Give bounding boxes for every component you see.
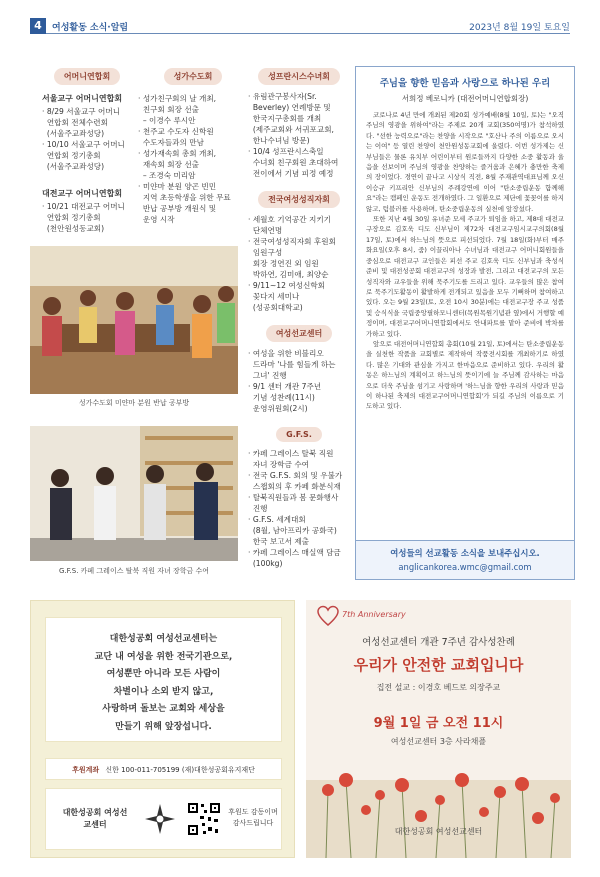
list-item: 드라마 '나를 힘들게 하는	[248, 360, 336, 369]
list-item: (성공회대학교)	[248, 303, 303, 312]
page-header	[30, 18, 570, 34]
list-item: 운영위원회(2시)	[248, 404, 308, 413]
list-item: – 조경숙 미리암	[138, 171, 196, 180]
list-item: 꽃다지 세미나	[248, 292, 300, 301]
list-item: 진행	[248, 504, 268, 513]
list-item: · 탈북직원들과 봄 문화행사	[248, 493, 339, 502]
list-item: 수도자들과의 만남	[138, 138, 204, 147]
womens-center-list	[248, 348, 350, 414]
list-item: · 9/11~12 여성신학회	[248, 281, 325, 290]
photo-cafe-grace-scholarship	[30, 426, 238, 561]
poster-venue: 여성선교센터 3층 사라채플	[390, 737, 487, 746]
list-item: · 여성을 위한 비블리오	[248, 349, 324, 358]
list-item: 친구회 회장 선출	[138, 105, 200, 114]
list-item: (100kg)	[248, 559, 283, 568]
list-item: 연합회 정기총회	[42, 151, 101, 160]
list-item: 자녀 장학금 수여	[248, 460, 310, 469]
list-item: 운영 시작	[138, 215, 175, 224]
mission-line: 여성뿐만 아니라 모든 사람이	[106, 669, 221, 679]
list-item: 연합회 정기총회	[42, 213, 101, 222]
list-item: · 유림관구봉사자(Sr.	[248, 92, 317, 101]
list-item: · 10/10 서울교구 어머니	[42, 140, 125, 149]
list-item: · 세월호 기억공간 지키기	[248, 215, 332, 224]
note-email-link[interactable]: anglicankorea.wmc@gmail.com	[398, 562, 532, 572]
anniversary-poster	[306, 600, 571, 858]
list-item: 그녀' 진행	[248, 371, 287, 380]
mission-line: 대한성공회 여성선교센터는	[109, 634, 218, 644]
gfs-list	[248, 448, 350, 569]
poster-org: 대한성공회 여성선교센터	[394, 827, 483, 836]
list-item: · 9/1 센터 개관 7주년	[248, 382, 322, 391]
list-item: 반납 공부방 개원식 및	[138, 204, 217, 213]
list-item: · 카페 그레이스 매실액 담금	[248, 548, 341, 557]
donation-account	[45, 758, 282, 780]
list-item: 수녀회 친구회원 초대하여	[248, 158, 339, 167]
tag-franciscan: 성프란시스수녀회	[258, 68, 340, 85]
page-number: 4	[30, 18, 46, 34]
list-item: Beverley) 연례방문 및	[248, 103, 331, 112]
list-item: (서울주교좌성당)	[42, 162, 105, 171]
account-label: 후원계좌	[72, 766, 100, 774]
logo-thanks: 후원도 감동이며 감사드립니다	[228, 808, 278, 827]
list-item: 한나수녀님 방문)	[248, 136, 310, 145]
list-item: 스챕회의 후 카페 화분식재	[248, 482, 341, 491]
mission-line: 교단 내 여성을 위한 전국기관으로,	[94, 651, 233, 662]
compass-rose-icon	[144, 803, 176, 835]
mission-statement	[45, 617, 282, 742]
list-item: · 전국여성성직자회 후원회	[248, 237, 336, 246]
logo-wmc: 대한성공회 여성선교센터	[62, 808, 128, 829]
section-title: 여성활동 소식·알림	[52, 23, 129, 33]
anniversary-label: 7th Anniversary	[342, 610, 406, 619]
list-item: · 10/21 대전교구 어머니	[42, 202, 125, 211]
photo1-caption: 성가수도회 미얀마 분원 반납 공부방	[78, 399, 190, 407]
poster-headline: 우리가 안전한 교회입니다	[353, 656, 524, 674]
feature-article	[355, 66, 575, 580]
list-item: – 이경수 루시안	[138, 116, 196, 125]
list-item: 단체연명	[248, 226, 283, 235]
column-sisters	[138, 64, 248, 225]
submission-note	[355, 540, 575, 580]
qr-code-icon[interactable]	[186, 801, 222, 837]
tag-sisters: 성가수도회	[164, 68, 223, 85]
franciscan-list	[248, 91, 350, 179]
article-title: 주님을 향한 믿음과 사랑으로 하나된 우리	[379, 78, 551, 89]
flower-field-illustration	[306, 750, 571, 858]
mission-line: 만들기 위해 앞장섭니다.	[115, 721, 212, 732]
list-item: 재속회 회장 선출	[138, 160, 200, 169]
article-body	[356, 104, 574, 412]
list-item: (제주교회와 서귀포교회,	[248, 125, 334, 134]
list-item: · 카페 그레이스 탈북 직원	[248, 449, 334, 458]
tag-womens-center: 여성선교센터	[266, 325, 332, 342]
column-mothers-union	[42, 64, 132, 234]
article-paragraph: 또한 지난 4월 30일 유녀준 모세 주교가 퇴임을 하고, 제8대 대전교구장으로 김호욱 디도 신부님이 제72차 대전교구임시교구의회(8월 17일, 토)에서 하느님의 뜻으로 피선되었다. 7월 18일(화)부터 매주 화요일(오후 8시, 줌) 이끌리아나 수녀님과 대전교구 어머니회원들을 중심으로 대전교구 교인들은 피선 주교 김호욱 디도 신부님과 축성식 준비 및 대전성공회 대전교구의 성장과 발전, 그리고 대전교구의 모든 성직자와 교우들을 위해 묵주기도를 드리고 있다. 교우들의 많은 참여로 묵주기도활동이 활발하게 전개되고 있음을 모두 기뻐하며 참여하고 있다. 오는 9월 23일(토, 오전 10시 30분)에는 대전교구장 주교 성품 및 승식식을 국립중앙필하모니센터(목원목원기념관 옆)에서 거행할 예정이며, 대전교구어머니연합회에서도 안내파트를 맡아 준비에 박차를 가하고 있다.	[366, 215, 564, 338]
list-item: 지역 초등학생을 위한 무료	[138, 193, 231, 202]
article-paragraph: 앞으로 대전어머니연합회 총회(10월 21일, 토)에서는 탄소중립운동을 실천한 작품을 교회별로 제작하여 작품전시회를 개최하기로 하였다. 많은 기대와 관심을 가지고 한마음으로 준비하고 있다. 우리의 활동은 하느님의 계획이고 하느님의 뜻이기에 늘 주님께 감사하는 마음으로 더욱 주님을 섬기고 사랑하며 '하느님을 향한 우리의 사랑과 믿음이 하나된 축제의 대전교구어머니연합회'가 되길 주님의 이름으로 기도하고 있다.	[366, 339, 564, 411]
poster-preacher: 집전 설교 : 이경호 베드로 의장주교	[376, 683, 501, 692]
issue-date: 2023년 8월 19일 토요일	[469, 23, 570, 33]
list-item: · G.F.S. 세계대회	[248, 515, 306, 524]
list-item: 임원구성	[248, 248, 283, 257]
seoul-title: 서울교구 어머니연합회	[42, 94, 123, 103]
daejeon-title: 대전교구 어머니연합회	[42, 189, 123, 198]
list-item: · 전국 G.F.S. 회의 및 우불가	[248, 471, 343, 480]
heart-icon	[316, 604, 340, 628]
poster-datetime: 9월 1일 금 오전 11시	[373, 716, 504, 731]
list-item: 회장 정연진 외 임원	[248, 259, 319, 268]
article-author: 서희정 베로니카 (대전어머니연합회장)	[401, 94, 529, 103]
list-item: 전이에서 기념 피정 예정	[248, 169, 334, 178]
list-item: (천안원성동교회)	[42, 224, 105, 233]
tag-women-clergy: 전국여성성직자회	[258, 191, 340, 208]
list-item: · 성가재속회 총회 개최,	[138, 149, 217, 158]
list-item: (8월, 남아프리카 공화국)	[248, 526, 337, 535]
photo-children-illustration	[30, 246, 238, 394]
sisters-list	[138, 93, 248, 225]
list-item: 한국지구총회를 개최	[248, 114, 322, 123]
list-item: · 천주교 수도자 신학원	[138, 127, 214, 136]
photo-myanmar-study-room	[30, 246, 238, 394]
poster-title: 여성선교센터 개관 7주년 감사성찬례	[362, 637, 515, 648]
list-item: (서울주교좌성당)	[42, 129, 105, 138]
daejeon-list	[42, 201, 132, 234]
list-item: · 성가친구회의 날 개최,	[138, 94, 217, 103]
mission-line: 차별이나 소외 받지 않고,	[113, 686, 214, 697]
seoul-list	[42, 106, 132, 172]
logo-strip	[45, 788, 282, 850]
article-paragraph: 코로나로 4년 만에 개최된 제20회 성가예배(8월 10일, 토)는 "오직 주님의 영광을 위하여"라는 주제로 20개 교회(350여명)가 참석하였다. "선한 능력으로"라는 찬양을 시작으로 "호산나 주의 이름으로 오시는 이여" 등 열린 찬양이 천안원성동교회에 울렸다. 이번 성가제는 신부님들은 물론 유치부 어린이부터 원로들까지 다양한 소중 활동과 울음을 선보이며 주님의 영광을 찬양하는 즐거움과 은혜가 충만한 축제의 장이었다. 경연이 끝나고 시상식 직전, 8월 주재관역대표님께 오신 이승규 키프리안 신부님의 주례강연에 이어 "탄소중립운동 함께해요"라는 캠페인 운동도 전개하였다. 그 일환으로 제단에 꽃꽂이를 하지 않고, 텀블러를 사용하며, 탄소중립운동의 실천에 앞장섰다.	[366, 111, 564, 213]
list-item: 기념 성찬례(11시)	[248, 393, 315, 402]
mission-line: 사랑하며 돌보는 교회와 세상을	[102, 704, 225, 714]
list-item: 연합회 전체수련회	[42, 118, 108, 127]
center-mission-panel	[30, 600, 295, 858]
photo2-caption: G.F.S. 카페 그레이스 탈북 직원 자녀 장학금 수여	[59, 567, 209, 575]
note-line1: 여성들의 선교활동 소식을 보내주십시오.	[390, 548, 540, 558]
list-item: · 10/4 성프란시스축일	[248, 147, 324, 156]
list-item: 박하연, 김미애, 최양순	[248, 270, 329, 279]
list-item: · 미얀마 분원 양곤 빈민	[138, 182, 217, 191]
list-item: · 8/29 서울교구 어머니	[42, 107, 121, 116]
tag-gfs: G.F.S.	[276, 427, 322, 442]
photo-scholarship-illustration	[30, 426, 238, 561]
tag-mothers-union: 어머니연합회	[54, 68, 120, 85]
list-item: 한국 보고서 제출	[248, 537, 310, 546]
women-clergy-list	[248, 214, 350, 313]
column-right-list	[248, 64, 350, 569]
account-text: 신한 100-011-705199 (재)대한성공회유지재단	[105, 766, 255, 774]
